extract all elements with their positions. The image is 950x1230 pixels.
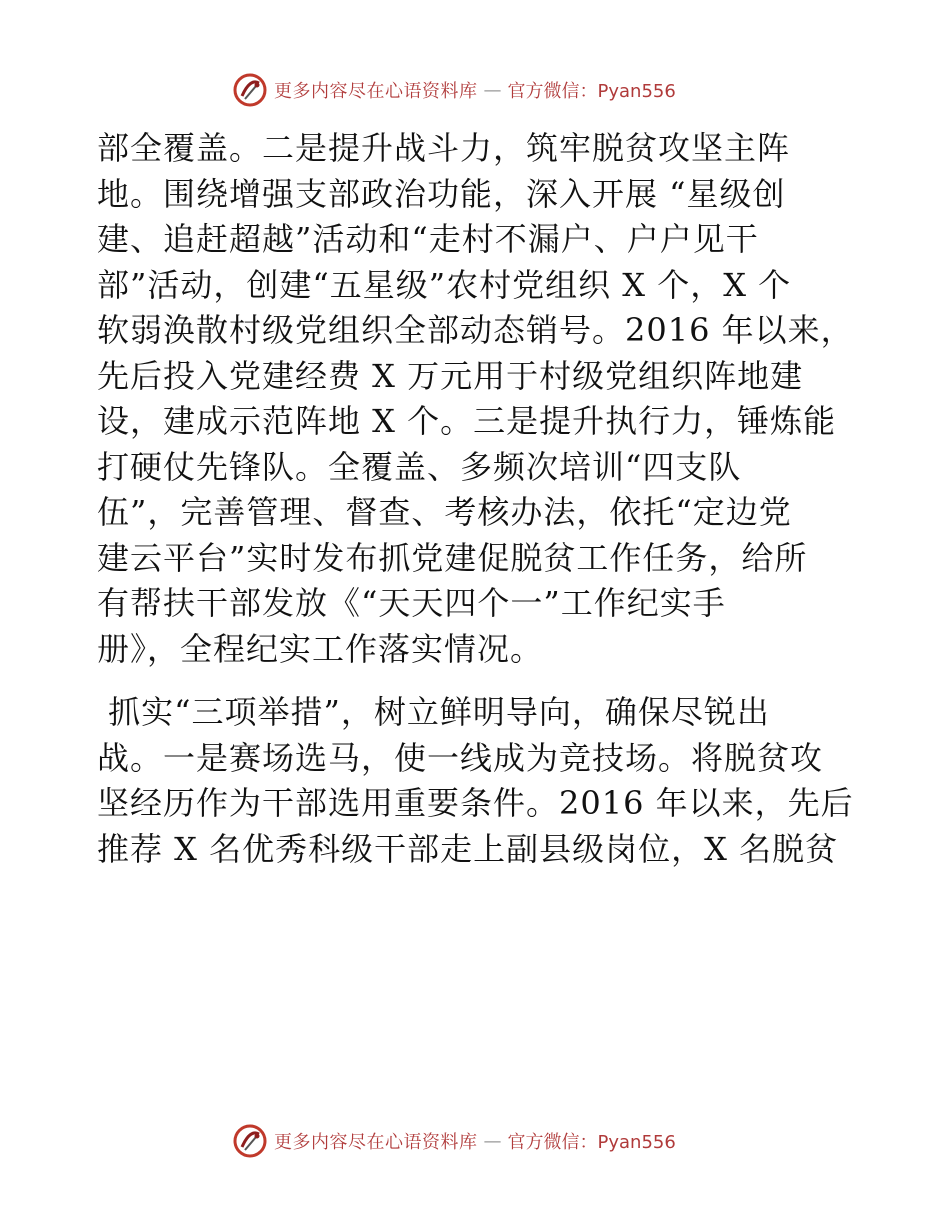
text-line: 打硬仗先锋队。全覆盖、多频次培训“四支队 <box>97 447 742 486</box>
paragraph-gap <box>97 672 857 690</box>
footer-watermark <box>232 1121 676 1161</box>
text-line: 建云平台”实时发布抓党建促脱贫工作任务，给所 <box>97 538 808 577</box>
paragraph <box>97 690 857 872</box>
logo-icon <box>232 1123 268 1159</box>
paragraph <box>97 126 857 672</box>
watermark-contact-text: 官方微信：Pyan556 <box>507 81 676 102</box>
watermark-separator: — <box>483 1130 502 1152</box>
text-line: 先后投入党建经费 X 万元用于村级党组织阵地建 <box>97 356 804 395</box>
text-line: 部全覆盖。二是提升战斗力，筑牢脱贫攻坚主阵 <box>97 129 791 167</box>
document-body <box>97 126 857 872</box>
text-line: 抓实“三项举措”，树立鲜明导向，确保尽锐出 <box>97 693 770 731</box>
text-line: 坚经历作为干部选用重要条件。2016 年以来，先后 <box>97 784 854 822</box>
header-watermark <box>232 70 676 110</box>
logo-icon <box>232 72 268 108</box>
watermark-contact-text: 官方微信：Pyan556 <box>507 1132 676 1153</box>
watermark-site-text: 更多内容尽在心语资料库 <box>274 81 478 102</box>
text-line: 有帮扶干部发放《“天天四个一”工作纪实手 <box>97 584 726 622</box>
text-line: 伍”，完善管理、督查、考核办法，依托“定边党 <box>97 493 792 531</box>
text-line: 推荐 X 名优秀科级干部走上副县级岗位，X 名脱贫 <box>97 829 839 868</box>
text-line: 册》，全程纪实工作落实情况。 <box>97 629 544 668</box>
watermark-site-text: 更多内容尽在心语资料库 <box>274 1132 478 1153</box>
text-line: 战。一是赛场选马，使一线成为竞技场。将脱贫攻 <box>97 738 824 777</box>
watermark-separator: — <box>483 79 502 101</box>
text-line: 部”活动，创建“五星级”农村党组织 X 个，X 个 <box>97 265 792 304</box>
text-line: 设，建成示范阵地 X 个。三是提升执行力，锤炼能 <box>97 402 837 440</box>
text-line: 软弱涣散村级党组织全部动态销号。2016 年以来， <box>97 311 854 349</box>
text-line: 地。围绕增强支部政治功能，深入开展 “星级创 <box>97 174 786 213</box>
text-line: 建、追赶超越”活动和“走村不漏户、户户见干 <box>97 220 759 258</box>
